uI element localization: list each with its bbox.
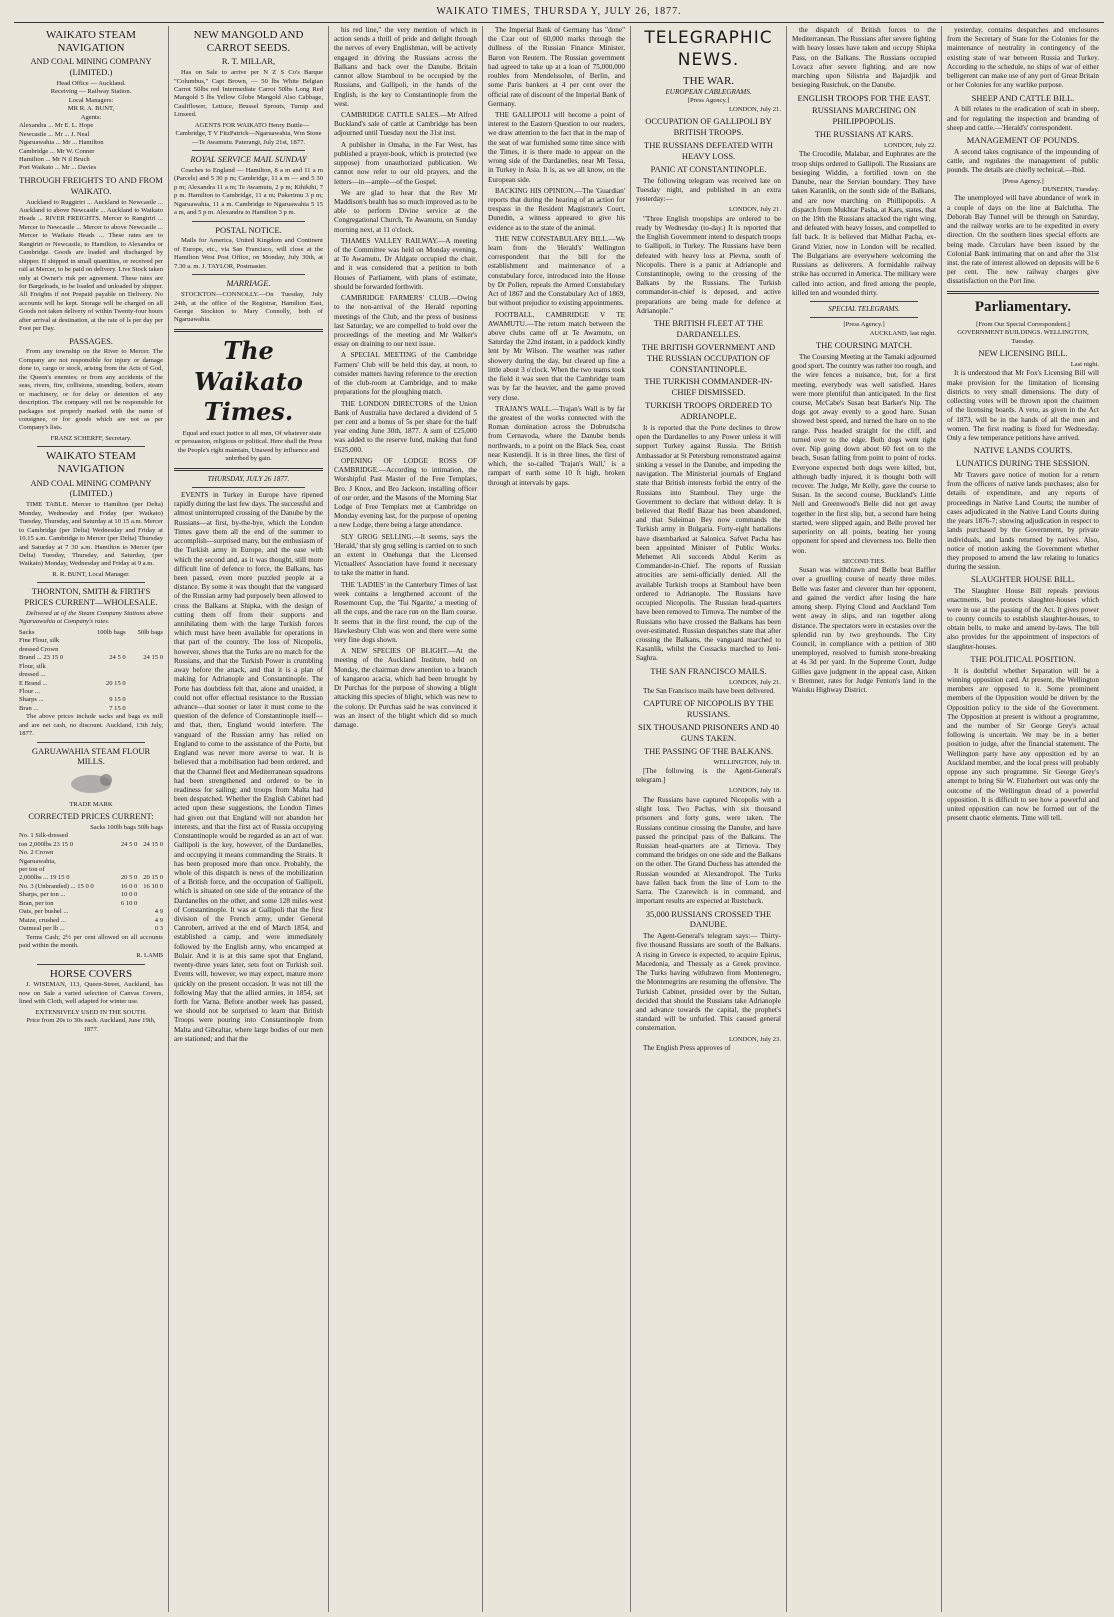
timetable-body: TIME TABLE. Mercer to Hamilton (per Delta) Monday, Wednesday and Friday (per Waikato) Tuesday, Thursday, and Saturday at 10 15 a.m. Mercer to Cambridge (per Delta) Wednesday and Friday at 10.15 a.m. Cambridge to Mercer (per Delta) Thursday and Saturday at 7 30 a.m. Hamilton to Mercer (per Delta) Tuesday, Thursday, and Saturday, (per Waikato) Monday, Wednesday and Friday at 9 a.m.	[19, 501, 163, 568]
column-4	[483, 26, 631, 1612]
motto: Equal and exact justice to all men, Of whatever state or persuasion, religious or political. Here shall the Press the People's right maintain, Unawed by influence and unbribed by gain.	[174, 430, 323, 463]
section-title: TELEGRAPHIC NEWS.	[644, 28, 773, 70]
news-item: THE GALLIPOLI will become a point of interest to the Eastern Question to our readers, we draw attention to the fact that in the map of the seat of war furnished some time since with the Times, it is there made to appear on the wrong side of the Dardanelles, near Mt Tessa, in Turkey in Asia. It is, as we all know, on the European side.	[488, 110, 625, 184]
ad-line: Receiving — Railway Station.	[50, 88, 132, 96]
table-row: E Brand ... 20 15 0	[19, 679, 126, 687]
subheading: SECOND TIES.	[842, 557, 886, 565]
table-row: Flour, silk	[19, 662, 46, 670]
headline: 35,000 RUSSIANS CROSSED THE DANUBE.	[645, 908, 772, 930]
lion-emblem-icon	[46, 769, 136, 797]
issue-date: THURSDAY, JULY 26 1877.	[207, 474, 290, 483]
table-row: No. 2 Crown	[19, 849, 54, 857]
ad-subtitle: AND COAL MINING COMPANY (LIMITED.)	[30, 56, 152, 78]
table-row: Brand ... 23 15 0 24 5 0 24 15 0	[19, 654, 163, 662]
ad-title: HORSE COVERS	[49, 967, 133, 980]
ad-note: The above prices include sacks and bags ex mill and are net cash, no discount. Auckland, 13th July, 1877.	[19, 713, 163, 738]
column-1	[14, 26, 169, 1612]
headline: CAPTURE OF NICOPOLIS BY THE RUSSIANS.	[643, 698, 774, 720]
headline: THE COURSING MATCH.	[815, 340, 913, 351]
news-item: TRAJAN'S WALL.—Trajan's Wall is by far the greatest of the works connected with the Roman domination across the Dobrudscha from Cernavoda, where the Danube bends northwards, to a point on the Black Sea, coast near Kustendji. It is in three lines, the first of which, the so-called 'Trajan's Wall,' is a rampart of earth some 10 ft high, broken through at intervals by gaps.	[488, 404, 625, 487]
ad-title: WAIKATO STEAM NAVIGATION	[46, 29, 136, 54]
passages-heading: PASSAGES.	[69, 335, 113, 346]
column-3	[329, 26, 483, 1612]
news-item: A publisher in Omaha, in the Far West, has published a prayer-book, which is protected (we suppose) from unauthorized publication. We cannot now refer to our old prayers, and the letters—in—ample—of the Gospel.	[334, 140, 477, 186]
leader-article: EVENTS in Turkey in Europe have ripened rapidly during the last few days. The successful and almost uninterrupted crossing of the Danube by the Russians—at first, by-the-bye, which the London Times gave them all the end of the summer to accomplish—surprised many, but the enthusiasm of the Turkish army in Europe, and the ease with which the second and, as it was thought, still more difficult line of defence to force, the Balkans, has been passed, even more puzzled people at a distance. By some it was thought that the vanguard of the Russian army had purposely been allowed to cross the Balkans at Shipka, with the design of cutting them off from their supports and annihilating them with the large Turkish forces which must have been available for operations in that part of the country. The loss of Nicopolis, however, shows that the Turks are no match for the Russians, and that the Turkish Power is crumbling away before the attack, and that it is a plan of making for Adrianople and Constantinople. The Porte has doubtless felt that, alone and unaided, it could not offer effectual resistance to the Russian advance—that sooner or later it must come to the question of the defence of Constantinople itself—and that, then, England would interfere. The vanguard of the Russian army has relied on England to come to the assistance of the Porte, but England was never more averse to war. It is believed that a mobilisation had been ordered, and that the Channel fleet and Mediterranean squadrons had been strengthened and ordered to be in readiness for sailing; and troops from Malta had been despatched. Whether the English Cabinet had acted upon these suggestions, the London Times had given out that England will not abandon her interests, and that the first act of Russia occupying Constantinople would be regarded as an act of war. Gallipoli is the key, however, of the Dardanelles, and occupying it means commanding the Straits. It has been proposed more than once. Probably, the whole of this dispatch is news of the mobilization of a British force, and the occupation of Gallipoli, which is situated on one side of the entrance of the Dardanelles on the other, and some 128 miles west of Constantinople. It was at Gallipoli that the first division of the French army, under General Canrobert, arrived at the end of March 1854, and established a camp, and were immediately followed by the English army, who encamped at Bulair. And it is at this same spot that England, twenty-three years later, sets foot on Turkish soil. Events will, however, we may expect, mature more quickly on the present occasion. It was not till the following May that the allied armies, in 1854, set forth for Varna. Before another week has passed, we should not be surprised to learn that British Troops were pouring into Constantinople from Malta and Gibraltar, where large bodies of our men are stationed; and that the	[174, 490, 323, 1043]
headline: THE POLITICAL POSITION.	[970, 653, 1076, 664]
news-item: The Imperial Bank of Germany has "done" the Czar out of 60,000 marks through the dullness of the Russian Finance Minister, Baron von Reutern. The Russian government had agreed to take up at a loan of 75,000,000 roubles from Mendelssohn, of Berlin, and some Paris bankers at 4 per cent over the official rate of discount of the Imperial Bank of Germany.	[488, 26, 625, 108]
article-continuation: his red line," the very mention of which in action sends a thrill of pride and delight through the nerves of every Englishman, will be actively engaged in driving the Russians across the Balkans and back over the Danube. Britain cannot allow Stamboul to be occupied by the Russians, and Gallipoli, in the hands of the English, is the key to Constantinople from the west.	[334, 26, 477, 108]
headline: ENGLISH TROOPS FOR THE EAST.	[797, 92, 931, 103]
dateline: LONDON, July 22.	[883, 142, 936, 150]
ad-line: Agents:	[80, 113, 102, 121]
news-item: SLY GROG SELLING.—It seems, says the 'Herald,' that sly grog selling is carried on to such an extent in Onehunga that the Licensed Victuallers' Association have found it necessary to take the matter in hand.	[334, 532, 477, 578]
headline: RUSSIANS MARCHING ON PHILIPPOPOLIS.	[812, 105, 916, 127]
headline: MANAGEMENT OF POUNDS.	[966, 135, 1080, 146]
article-text: The Coursing Meeting at the Tamaki adjourned good sport. The country was rather too rough, and the wire fences a nuisance, but, for a first meeting, everybody was well satisfied. Hares were more plentiful than anticipated. In the first course, McCabe's Susan beat Barker's Nip. The dogs got away evenly to a good hare. Susan showed best speed, and turned the hare on to the range. Puss headed straight for the cliff, and turned over to the edge. Both dogs went right over. Nip going down about 60 feet on to the beach, Susan falling from point to point of rocks. Everyone expected both dogs were killed, but, although badly injured, it is thought both will recover. The Judge, Mr Kelly, gave the course to Susan. In the second course, Buckland's Little Nell and Greenwood's Belle did not get away together in the first slip, but, a second hare being started, were slipped again, and Belle proved her superiority on all points, beating her young opponent for speed and cleverness too. Belle then won.	[792, 352, 936, 555]
table-row: Maize, crushed ... 4 9	[19, 916, 163, 924]
table-row: dressed Crown	[19, 645, 59, 653]
newspaper-title: The Waikato Times.	[194, 335, 303, 427]
headline: OCCUPATION OF GALLIPOLI BY BRITISH TROOPS.	[645, 116, 772, 138]
ad-body: Mails for America, United Kingdom and Continent of Europe, etc., via San Francisco, will close at the Hamilton West Post Office, on Monday, July 30th, at 7.30 a. m. J. TAYLOR, Postmaster.	[174, 237, 323, 270]
article-text: It is reported that the Porte declines to throw open the Dardanelles to any Power unless it will support Turkey against Russia. The British Ambassador at St Petersburg remonstrated against sinking a vessel in the Danube, and impeding the navigation. The Ministerial journals of England state that British interests forbid the entry of the Russians into Stamboul. They urge the Government to declare that without delay. It is believed that Redif Bazar has been abandoned, and that Suleiman Bey now commands the Turkish army in Bulgaria. Forty-eight battalions have disembarked at Salonica. Safvet Pacha has been appointed Minister of Public Works. Mehemet Ali succeeds Abdul Kerim as Commander-in-Chief. The reports of Russian atrocities are semi-officially denied. All the available Turkish troops at Stamboul have been ordered to Adrianople. The Russians have occupied Nicopolis. The Russian head-quarters have been removed to Tirnova. The number of the Russians who have crossed the Balkans has been over-estimated. Russian despatches state that after crossing the Balkans, the vanguard marched to Kasanlik, whilst the Cossacks marched to Jeni-Saghra.	[636, 423, 781, 663]
article-text: Susan was withdrawn and Belle beat Baffler over a gruelling course of nearly three miles. Belle was faster and cleverer than her opponent, and gained the verdict after losing the hare among sheep. Flying Cloud and Auckland Tom went away in slips, and ran together along distance. The spectators were in ecstasies over the splendid run by two greyhounds. The City Council, in compliance with a petition of 300 unemployed, resolved to furnish stone-breaking at 4s 3d per yard. In the Supreme Court, Judge Gillies gave judgment in the appeal case, Aitken v Bremner, rates for Judge Fenton's land in the Waiuku Highway District.	[792, 566, 936, 695]
article-text: yesterday, contains despatches and enclosures from the Secretary of State for the Colonies for the maintenance of neutrality in contingency of the existing state of war between Russia and Turkey. According to the schedule, no ships of war of either belligerent can make use of any port of Great Britain or her Colonies for any warlike purpose.	[947, 26, 1099, 90]
table-row: Bran ... 7 15 0	[19, 704, 126, 712]
table-row: Ngaruawahia,	[19, 857, 56, 865]
news-item: THE 'LADIES' in the Canterbury Times of last week contains a lengthened account of the Rosemount Cup, the 'Tui Ngarite,' a meeting of all the cups, and the race run on the Ilam course. It seems that in the first round, the cup of the Hawkesbury Club was won and there were some very fine dogs shown.	[334, 580, 477, 644]
news-item: FOOTBALL, CAMBRIDGE V TE AWAMUTU.—The return match between the above clubs came off at Te Awamutu, on Saturday the 22nd instant, in a paddock kindly lent by Mr Wilson. The weather was rather showery during the day, but cleared up fine a little about 3 o'clock. When the two teams took the field it was seen that the Cambridge team was by far the heavier, and the game proved very close.	[488, 310, 625, 402]
table-row: No. 3 (Unbranded) ... 15 0 0 16 0 0 16 10 0	[19, 882, 163, 890]
ad-body: STOCKTON—CONNOLLY.—On Tuesday, July 24th, at the office of the Registrar, Hamilton East, George Stockton to Mary Connolly, both of Ngaruawahia.	[174, 291, 323, 324]
article-text: The Russians have captured Nicopolis with a slight loss. Two Pachas, with six thousand prisoners and forty guns, were taken. The Russians continue crossing the Danube, and have passed the principal pass of the Balkans. The Russian head-quarters are at Tirnova. They command the bridges on one side and the Balkans on the other. The Grand Duchess has attended the Russian wounded at Alexandropol. The Turks have fallen back from the line of Lom to the Sarra. The Czarewitch is in command, and important results are expected at Rustchuck.	[636, 795, 781, 906]
dateline: DUNEDIN, Tuesday.	[1042, 186, 1099, 194]
ad-agents: AGENTS FOR WAIKATO Henry Buttle—Cambridge, T V FitzPatrick—Ngaruawahia, Wm Stone—Te Awamutu. Paterangi, July 21st, 1877.	[175, 121, 322, 146]
ad-title: NEW MANGOLD AND CARROT SEEDS.	[193, 29, 304, 54]
ad-title: THORNTON, SMITH & FIRTH'S PRICES CURRENT—WHOLESALE.	[24, 586, 158, 608]
headline: THE RUSSIANS AT KARS.	[814, 129, 914, 140]
dateline: LONDON, July 23.	[728, 1035, 781, 1043]
ad-heading: THROUGH FREIGHTS TO AND FROM WAIKATO.	[19, 174, 163, 196]
section-title: SPECIAL TELEGRAMS.	[828, 304, 900, 313]
ad-name: R. T. MILLAR,	[221, 56, 276, 67]
ad-body: Auckland to Ruggiriri ... Auckland to Newcastle ... Auckland to above Newcastle ... Auckland to Waikato Heads ... RIVER FREIGHTS. Mercer to Rangiriri ... Mercer to Newcastle ... Mercer to above Newcastle ... Mercer to Waikato Heads ... These rates are to Rangiriri or Newcastle, to Hamilton, to Alexandra or Cambridge. Goods are loaded and discharged by shipper. If shipped in small quantities, or received per rail at Mercer, to be paid on delivery. Live Stock taken only at Owner's risk per agreement. These rates are for Bargeloads, to be loaded and unloaded by shipper. All Freights if not Prepaid payable on Delivery. No accounts will be kept. Storage will be charged on all Goods not taken delivery of within Twenty-four hours after arrival at destination, at the rate of ls per day per Foot per Day.	[19, 198, 163, 333]
article-text: A bill relates to the eradication of scab in sheep, and for regulating the inspection and branding of sheep and cattle.—'Herald's' correspondent.	[947, 105, 1099, 132]
headline: THE RUSSIANS DEFEATED WITH HEAVY LOSS.	[644, 139, 773, 161]
agency-line: [Press Agency.]	[843, 321, 885, 329]
headline: SHEEP AND CATTLE BILL.	[971, 92, 1075, 103]
table-row: Oats, per bushel ... 4 9	[19, 908, 163, 916]
ad-body: Coaches to England — Hamilton, 8 a m and 11 a m (Parcels) and 5 30 p m; Cambridge, 11 a m — and 5 30 p m; Alexandra 11 a m; Te Awamutu, 2 p m; Kihikihi, 7 p m. Hamilton to Cambridge, 11 a m; Pukerimu 3 p m; Ngaruawahia, 11 a m. Cambridge to Ngaruawahia 5 15 a m, and 5 p m. Alexandra to Hamilton 3 p m.	[174, 166, 323, 217]
ad-line: Ngaruawahia ... Mr ... Hamilton	[19, 139, 104, 147]
dateline: LONDON, July 21.	[728, 678, 781, 686]
dateline: LONDON, July 21.	[728, 105, 781, 113]
dateline: LONDON, July 21.	[728, 206, 781, 214]
article-text: A second takes cognisance of the impounding of cattle, and regulates the management of public pounds. The details are chiefly technical.—Ibid.	[947, 147, 1099, 175]
headline: THE BRITISH GOVERNMENT AND THE RUSSIAN OCCUPATION OF CONSTANTINOPLE.	[641, 341, 776, 374]
table-row: 2,000lbs ... 19 15 0 20 5 0 20 15 0	[19, 874, 163, 882]
divider	[947, 291, 1099, 294]
divider	[192, 487, 305, 488]
section-title: Parliamentary.	[974, 298, 1072, 315]
ad-title: MARRIAGE.	[226, 278, 271, 289]
news-item: CAMBRIDGE FARMERS' CLUB.—Owing to the non-arrival of the Herald reporting meetings of the Club, and the press of business last Saturday, we are compelled to hold over the proceedings of the meeting and Mr Walker's essay on draining to our next issue.	[334, 294, 477, 349]
ad-line: Newcastle ... Mr ... J. Neal	[19, 130, 90, 138]
section-subtitle: THE WAR.	[682, 74, 735, 87]
news-item: THE LONDON DIRECTORS of the Union Bank of Australia have declared a dividend of 5 per cent and a bonus of 5s per share for the half year ending June 30th, 1877. A sum of £25,000 was added to the reserve fund, making that fund £625,000.	[334, 399, 477, 454]
headline: THE BRITISH FLEET AT THE DARDANELLES.	[653, 318, 764, 339]
table-row: No. 1 Silk-dressed	[19, 832, 68, 840]
article-text: the dispatch of British forces to the Mediterranean. The Russians after severe fighting with heavy losses have taken and occupy Shipka Pass, on the Balkans. The Russians occupied Lovacz after severe fighting, and are now marching upon Silistria and Bajardjik and besieging Rustchuk, on the Danube.	[792, 26, 936, 90]
ad-subtitle: AND COAL MINING COMPANY (LIMITED.)	[30, 477, 152, 499]
ad-title: POSTAL NOTICE.	[215, 224, 282, 235]
table-row: Oatmeal per lb ... 0 3	[19, 925, 163, 933]
ad-line: Hamilton ... Mr N il Bruch	[19, 155, 90, 163]
article-text: The San Francisco mails have been delivered.	[643, 686, 775, 695]
table-row: ton 2,000lbs 23 15 0 24 5 0 24 15 0	[19, 840, 163, 848]
masthead: WAIKATO TIMES, THURSDA Y, JULY 26, 1877.	[14, 6, 1104, 23]
columns	[14, 26, 1104, 1612]
ad-title: GARUAWAHIA STEAM FLOUR MILLS.	[31, 745, 151, 767]
price-table	[19, 824, 163, 934]
divider	[37, 964, 145, 965]
dateline: GOVERNMENT BUILDINGS. WELLINGTON, Tuesday.	[957, 329, 1089, 345]
article-text: Mr Travers gave notice of motion for a return from the officers of native lands purchases; also for details of expenditure, and any reports of proceedings in Native Land Courts; the number of cases adjudicated in the Native Land Courts during the years 1876-7; showing adjudication in respect to lands purchased by the Government, by private individuals, and lands returned by natives. Also, notice of motion asking the Government whether they proposed to amend the law relating to lunatics during the session.	[947, 470, 1099, 572]
ad-line: MR R. A. BUNT,	[67, 105, 115, 113]
trade-mark	[19, 769, 163, 800]
table-row: Sacks 100lb bags 50lb bags	[90, 823, 163, 831]
headline: NEW LICENSING BILL.	[978, 348, 1068, 359]
news-item: OPENING OF LODGE ROSS OF CAMBRIDGE.—According to intimation, the Worshipful Past Master of the Free Templars, Bro. J Knox, and Bro Jackson, installing officer of our order, and the Masons of the Morning Star Lodge of Free Templars met at Cambridge on Monday evening last, for the purpose of opening a new Lodge, there being a large attendance.	[334, 456, 477, 530]
news-item: A NEW SPECIES OF BLIGHT.—At the meeting of the Auckland Institute, held on Monday, the chairman drew attention to a branch of kangaroo acacia, which had been brought by Dr Purchas for the purpose of showing a blight attacking this species of blight, which was new to the colony. Dr Purchas said he was convinced it was an insect of the blight which did so much damage.	[334, 647, 477, 729]
dateline: WELLINGTON, July 18.	[713, 758, 781, 766]
headline: THE TURKISH COMMANDER-IN-CHIEF DISMISSED.	[644, 376, 773, 398]
divider	[174, 468, 323, 471]
table-row: Bran, per ton 6 10 0	[19, 899, 138, 907]
table-row: Sharps, per ton ... 10 0 0	[19, 891, 138, 899]
news-item: BACKING HIS OPINION.—The 'Guardian' reports that during the hearing of an action for trespass in the Resident Magistrate's Court, Dunedin, a witness appeared to give his evidence as to the state of the animal.	[488, 186, 625, 232]
divider	[192, 221, 305, 222]
headline: NATIVE LANDS COURTS.	[973, 445, 1073, 456]
headline: LUNATICS DURING THE SESSION.	[956, 458, 1090, 469]
divider	[810, 317, 918, 318]
news-item: CAMBRIDGE CATTLE SALES.—Mr Alfred Buckland's sale of cattle at Cambridge has been adjourned until Tuesday next the 31st inst.	[334, 110, 477, 138]
signature: R. LAMB	[136, 952, 163, 960]
table-row: Sacks 100lb bags 50lb bags	[19, 628, 163, 636]
divider	[37, 582, 145, 583]
headline: THE PASSING OF THE BALKANS.	[643, 745, 774, 756]
divider	[37, 446, 145, 447]
article-text: It is doubtful whether Separation will be a winning opposition card. At present, the Wellington members are opposed to it. Some prominent members of the Opposition would be driven by the Opposition policy to the side of the Government. The Opposition at present is without a programme, and the number of Sir George Grey's actual following is uncertain. We may be in a better position to judge, after the financial statement. The Wellington party have any opposition ed by an Auckland member, and the local press will probably oppose any such programme. Sir George Grey's attempt to bring Sir W. Fitzherbert out was only the outcome of the Wellington dread of a powerful opposition. It is difficult to see how a powerful and united opposition can now be formed out of the present chaotic elements. Time will tell.	[947, 666, 1099, 823]
column-7	[942, 26, 1104, 1612]
ad-line: Cambridge ... Mr W. Conner	[19, 147, 95, 155]
ad-line: Port Waikato ... Mr ... Davies	[19, 164, 97, 172]
dateline: AUCKLAND, last night.	[869, 329, 936, 337]
divider	[174, 329, 323, 332]
passages-body: From any township on the River to Mercer. The Company are not responsible for injury or damage done to, cargo or stock, arising from the Acts of God, the Queen's enemies; or from any accidents of the seas, rivers, fire, collisions, stranding, boilers, steam or machinery, or for delay or detention of any description. The company will not be responsible for packages not properly marked with the name of consignee, or for goods which are not as per Company's lists.	[19, 348, 163, 432]
ad-line: Local Managers:	[68, 96, 114, 104]
ad-body: J. WISEMAN, 113, Queen-Street, Auckland, has now on Sale a varied selection of Canvas Covers, lined with Cloth, well adapted for winter use.	[19, 981, 163, 1006]
price-table	[19, 629, 163, 713]
headline: SIX THOUSAND PRISONERS AND 40 GUNS TAKEN.	[637, 721, 780, 743]
divider	[192, 150, 305, 151]
article-text: The Crocodile, Malabar, and Euphrates are the troop ships ordered to Gallipoli. The Russians are besieging Widdin, a fortified town on the Danube, near the Servian boundary. They have taken Karanlik, on the south side of the Balkans, and are now marching on Phillipopolis. A dispatch from Mukhtar Pasha, at Kars, states, that on the 19th the Russians attacked the right wing, and defeated with heavy losses, and compelled to fall back. It is believed that Midhat Pacha, ex-Grand Vizier, now in London will be recalled. The Bulgarians are everywhere welcoming the Russians as deliverers. A formidable railway strike has occurred in America. The military were called into action, and fired among the people, killed ten and wounded thirty.	[792, 150, 936, 297]
article-text: [The following is the Agent-General's telegram.]	[636, 767, 781, 785]
ad-line: Alexandra ... Mr E. L. Hope	[19, 122, 94, 130]
ad-line: Head Office — Auckland.	[56, 80, 126, 88]
table-row: Fine Flour, silk	[19, 637, 60, 645]
ad-tagline: EXTENSIVELY USED IN THE SOUTH.	[35, 1008, 147, 1016]
article-text: The Agent-General's telegram says:— Thirty-five thousand Russians are south of the Balkans. A rising in Greece is expected, to acquire Epirus, Macedonia, and Thessaly as a Greek province. The Turks having withdrawn from Montenegro, the Montenegrins are resuming the offensive. The Turkish Cabinet, presided over by the Sultan, decided that should the Russians take Adrianople and advance towards the capital, the prophet's standard will be unfurled. This caused general consternation.	[636, 932, 781, 1033]
ad-subtitle: Delivered at of the Steam Company Stations above Ngaruawahia at Company's rates.	[19, 610, 163, 626]
trade-mark-label: TRADE MARK	[69, 800, 113, 808]
table-row: per ton of	[19, 866, 45, 874]
article-text: The following telegram was received late on Tuesday night, and published in an extra yesterday:—	[636, 176, 781, 204]
divider	[37, 742, 145, 743]
table-row: Sharps ... 9 15 0	[19, 696, 126, 704]
headline: TURKISH TROOPS ORDERED TO ADRIANOPLE.	[645, 400, 772, 422]
ad-note: Terms Cash; 2½ per cent allowed on all accounts paid within the month.	[19, 933, 163, 949]
headline: THE SAN FRANCISCO MAILS.	[650, 665, 767, 676]
signature: R. R. BUNT, Local Manager.	[52, 570, 130, 578]
ad-body: Has on Sale to arrive per N Z S Co's Barque "Columbus," Capt Brown, — 50 lbs White Belgian Carrot 50lbs red Intermediate Carrot 50lbs Long Red Mangold 5 lbs Yellow Globe Mangold Also Cabbage, Cauliflower, Lettuce, Brussel Sprouts, Turnip and Linseed.	[174, 69, 323, 119]
agency-line: [Press Agency.]	[687, 97, 730, 105]
article-text: The Slaughter House Bill repeals previous enactments, but protects slaughter-houses which were in use at the passing of the Act. It gives power to county councils to establish slaughter-houses, to obtain bells, to make and amend by-laws. The bill also provides for the appointment of inspectors of slaughter-houses.	[947, 587, 1099, 651]
article-text: The English Press approves of	[643, 1044, 731, 1053]
dateline: LONDON, July 18.	[728, 787, 781, 795]
article-text: It is understood that Mr Fox's Licensing Bill will make provision for the limitation of licensing districts to very small dimensions. The duty of collecting votes will be thrown upon the chairmen of the licensing boards. A veto, as given in the Act of 1873, will be in the hands of all the men and women. The first reading is fixed for Wednesday. Only a few temperance petitions have arrived.	[947, 369, 1099, 442]
article-text: "Three English troopships are ordered to be ready by Wednesday (to-day.) It is reported that the English Government intend to despatch troops to Gallipoli, in Turkey. The Russians have been defeated with heavy loss at Plevna, south of Nicopolis. There is a panic at Adrianople and Constantinople, owing to the crossing of the Balkans by the Russians. The Turkish commander-in-chief is deposed, and active preparations are being made for defence at Adrianople."	[636, 214, 781, 315]
column-2	[169, 26, 329, 1612]
signature: FRANZ SCHERFF, Secretary.	[50, 434, 132, 442]
article-text: The unemployed will have abundance of work in a couple of days on the line at Balclutha. The Deborah Bay Tunnel will be through on Saturday, and the railway works are to be expedited in every direction. On the southern lines special efforts are being made. Circulars have been issued by the Colonial Bank intimating that on and after the 31st inst. the rate of interest allowed on deposits will be 6 per cent. The new railway charges give dissatisfaction on the Port line.	[947, 194, 1099, 286]
column-6	[787, 26, 942, 1612]
news-item: A SPECIAL MEETING of the Cambridge Farmers' Club will be held this day, at noon, to consider matters having reference to the erection of the club-room at Cambridge, and to make preparations for the ploughing match.	[334, 351, 477, 397]
agency-line: [Press Agency.]	[1002, 177, 1044, 185]
byline: [From Our Special Correspondent.]	[976, 320, 1070, 328]
news-item: THAMES VALLEY RAILWAY.—A meeting of the Committee was held on Monday evening, at Te Awamutu, Dr Aldgate occupied the chair, and it was considered that a petition to both Houses of Parliament, with plans of estimate, should be forwarded forthwith.	[334, 236, 477, 291]
section-subtitle: EUROPEAN CABLEGRAMS.	[665, 88, 752, 97]
column-5	[631, 26, 787, 1612]
ad-lines	[19, 80, 163, 173]
news-item: We are glad to hear that the Rev Mr Maddison's health has so much improved as to be able to perform Divine service at the Congregational Church, Te Awamutu, on Sunday morning next, at 11 o'clock.	[334, 188, 477, 234]
headline: PANIC AT CONSTANTINOPLE.	[650, 163, 767, 174]
ad-title: ROYAL SERVICE MAIL SUNDAY	[190, 154, 307, 165]
table-row: dressed ...	[19, 671, 46, 679]
ad-heading: CORRECTED PRICES CURRENT:	[28, 810, 154, 821]
divider	[192, 274, 305, 275]
dateline: Last night.	[1070, 361, 1099, 369]
table-row: Flour ...	[19, 687, 40, 695]
ad-title: WAIKATO STEAM NAVIGATION	[46, 450, 136, 475]
news-item: THE NEW CONSTABULARY BILL.—We learn from the 'Herald's' Wellington correspondent that the bill for the establishment and maintenance of a constabulary force, introduced into the House by Dr Pollen, repeals the Armed Constabulary Act of 1867 and the Constabulary Act of 1869, but without prejudice to existing appointments.	[488, 234, 625, 308]
divider	[810, 301, 918, 302]
headline: SLAUGHTER HOUSE BILL.	[970, 574, 1076, 585]
ad-price: Price from 20s to 30s each. Auckland, June 19th, 1877.	[26, 1017, 156, 1033]
